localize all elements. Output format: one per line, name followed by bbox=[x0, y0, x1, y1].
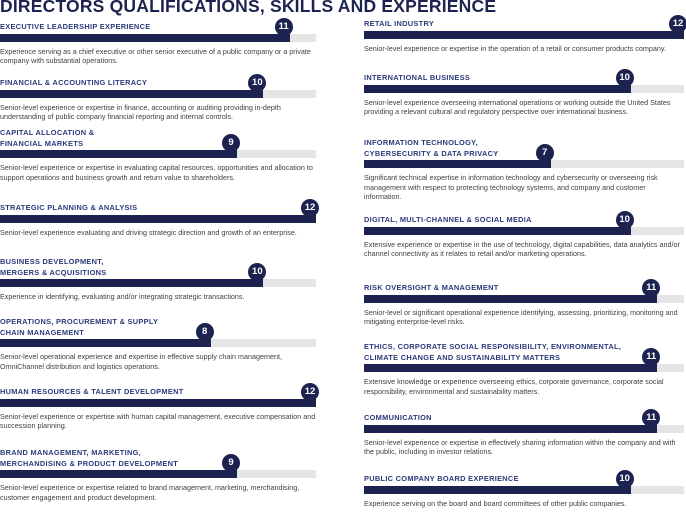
skill-bar-fill bbox=[364, 486, 631, 494]
skill-item-digital-multi-channel-and-social-media bbox=[364, 215, 684, 259]
skill-item-financial-and-accounting-literacy bbox=[0, 78, 316, 122]
skill-bar-fill bbox=[364, 85, 631, 93]
skill-title: CAPITAL ALLOCATION & FINANCIAL MARKETS bbox=[0, 128, 95, 148]
score-badge: 11 bbox=[642, 279, 660, 297]
score-badge: 11 bbox=[642, 348, 660, 366]
skill-title: ETHICS, CORPORATE SOCIAL RESPONSIBILITY, ENVIRONMENTAL, CLIMATE CHANGE AND SUSTAINABILITY MATTERS bbox=[364, 342, 622, 362]
skill-description: Senior-level experience or expertise with human capital management, executive compensation and succession planning. bbox=[0, 411, 316, 430]
skill-title: RETAIL INDUSTRY bbox=[364, 19, 435, 28]
skill-title: EXECUTIVE LEADERSHIP EXPERIENCE bbox=[0, 22, 151, 31]
skill-bar-fill bbox=[364, 364, 657, 372]
skill-description: Senior-level or significant operational experience identifying, assessing, prioritizing, monitoring and mitigating enterprise-level risks. bbox=[364, 307, 678, 326]
skill-title: BRAND MANAGEMENT, MARKETING, MERCHANDISING & PRODUCT DEVELOPMENT bbox=[0, 448, 179, 468]
skill-bar-fill bbox=[0, 34, 290, 42]
skill-bar-fill bbox=[0, 90, 263, 98]
skill-bar-fill bbox=[364, 31, 684, 39]
skill-description: Experience serving on the board and board committees of other public companies. bbox=[364, 498, 627, 508]
skill-description: Senior-level experience overseeing international operations or working outside the United States providing a relevant cultural and regulatory perspective over international business. bbox=[364, 97, 671, 116]
skill-bar-fill bbox=[0, 339, 211, 347]
score-badge: 10 bbox=[616, 211, 634, 229]
skill-item-human-resources-and-talent-development bbox=[0, 387, 316, 431]
skill-description: Senior-level experience or expertise in finance, accounting or auditing providing in-depth understanding of public company financial reporting and internal controls. bbox=[0, 102, 281, 121]
skill-item-strategic-planning-and-analysis bbox=[0, 203, 316, 237]
skill-bar-fill bbox=[364, 227, 631, 235]
skill-bar-fill bbox=[364, 425, 657, 433]
skill-bar-fill bbox=[0, 470, 237, 478]
skill-description: Extensive knowledge or experience overseeing ethics, corporate governance, corporate social responsibility, environmental and sustainability matters. bbox=[364, 377, 664, 396]
skill-description: Senior-level experience or expertise in the operation of a retail or consumer products company. bbox=[364, 43, 666, 53]
skill-item-retail-industry bbox=[364, 19, 684, 53]
score-badge: 12 bbox=[669, 15, 686, 33]
skill-bar-fill bbox=[0, 150, 237, 158]
skill-bar-fill bbox=[0, 399, 316, 407]
skill-item-information-technology-cybersecurity-and-data-privacy bbox=[364, 138, 684, 202]
skill-item-brand-management-marketing-merchandising-and-product-development bbox=[0, 448, 316, 502]
skill-bar-fill bbox=[0, 215, 316, 223]
skill-bar-fill bbox=[364, 295, 657, 303]
skill-title: DIGITAL, MULTI-CHANNEL & SOCIAL MEDIA bbox=[364, 215, 532, 224]
skill-title: INFORMATION TECHNOLOGY, CYBERSECURITY & DATA PRIVACY bbox=[364, 138, 499, 158]
skill-item-international-business bbox=[364, 73, 684, 117]
skill-description: Experience serving as a chief executive or other senior executive of a public company or a private company with substantial operations. bbox=[0, 46, 311, 65]
score-badge: 10 bbox=[616, 69, 634, 87]
score-badge: 8 bbox=[196, 323, 214, 341]
skill-item-executive-leadership-experience bbox=[0, 22, 316, 66]
skill-title: INTERNATIONAL BUSINESS bbox=[364, 73, 471, 82]
score-badge: 11 bbox=[275, 18, 293, 36]
skill-title: COMMUNICATION bbox=[364, 413, 432, 422]
skill-item-risk-oversight-and-management bbox=[364, 283, 684, 327]
skill-item-ethics-corporate-social-responsibility-environmental-climate-change-and-sustainability-matters bbox=[364, 342, 684, 396]
skill-item-public-company-board-experience bbox=[364, 474, 684, 508]
score-badge: 11 bbox=[642, 409, 660, 427]
skill-bar-fill bbox=[364, 160, 551, 168]
skill-title: FINANCIAL & ACCOUNTING LITERACY bbox=[0, 78, 148, 87]
skill-title: HUMAN RESOURCES & TALENT DEVELOPMENT bbox=[0, 387, 184, 396]
score-badge: 12 bbox=[301, 199, 319, 217]
score-badge: 9 bbox=[222, 134, 240, 152]
skill-description: Extensive experience or expertise in the use of technology, digital capabilities, data analytics and/or channel connectivity as it relates to retail and/or marketing operations. bbox=[364, 239, 680, 258]
score-badge: 10 bbox=[616, 470, 634, 488]
skill-description: Senior-level experience evaluating and driving strategic direction and growth of an enterprise. bbox=[0, 227, 297, 237]
skill-title: STRATEGIC PLANNING & ANALYSIS bbox=[0, 203, 138, 212]
skill-item-business-development-mergers-and-acquisitions bbox=[0, 257, 316, 302]
skill-description: Senior-level experience or expertise related to brand management, marketing, merchandising, customer engagement and product development. bbox=[0, 483, 300, 502]
score-badge: 7 bbox=[536, 144, 554, 162]
score-badge: 10 bbox=[248, 263, 266, 281]
skill-description: Significant technical expertise in information technology and cybersecurity or overseeing risk management with respect to protecting technology systems, and company and customer information. bbox=[364, 173, 658, 201]
skill-item-communication bbox=[364, 413, 684, 457]
skill-item-capital-allocation-and-financial-markets bbox=[0, 128, 316, 182]
skill-title: RISK OVERSIGHT & MANAGEMENT bbox=[364, 283, 499, 292]
page-title: DIRECTORS QUALIFICATIONS, SKILLS AND EXPERIENCE bbox=[0, 0, 497, 16]
skill-title: OPERATIONS, PROCUREMENT & SUPPLY CHAIN MANAGEMENT bbox=[0, 317, 159, 337]
skill-description: Senior-level experience or expertise in effectively sharing information within the company and with the public, including in investor relations. bbox=[364, 437, 676, 456]
skill-description: Senior-level operational experience and expertise in effective supply chain management, OmniChannel distribution and logistics operations. bbox=[0, 352, 282, 371]
skill-title: PUBLIC COMPANY BOARD EXPERIENCE bbox=[364, 474, 519, 483]
skill-bar-fill bbox=[0, 279, 263, 287]
score-badge: 12 bbox=[301, 383, 319, 401]
skill-item-operations-procurement-and-supply-chain-management bbox=[0, 317, 316, 371]
skill-description: Senior-level experience or expertise in evaluating capital resources, opportunities and allocation to support operations and business growth and return value to shareholders. bbox=[0, 163, 313, 182]
skill-title: BUSINESS DEVELOPMENT, MERGERS & ACQUISITIONS bbox=[0, 257, 107, 277]
skill-description: Experience in identifying, evaluating and/or integrating strategic transactions. bbox=[0, 292, 245, 301]
score-badge: 9 bbox=[222, 454, 240, 472]
score-badge: 10 bbox=[248, 74, 266, 92]
